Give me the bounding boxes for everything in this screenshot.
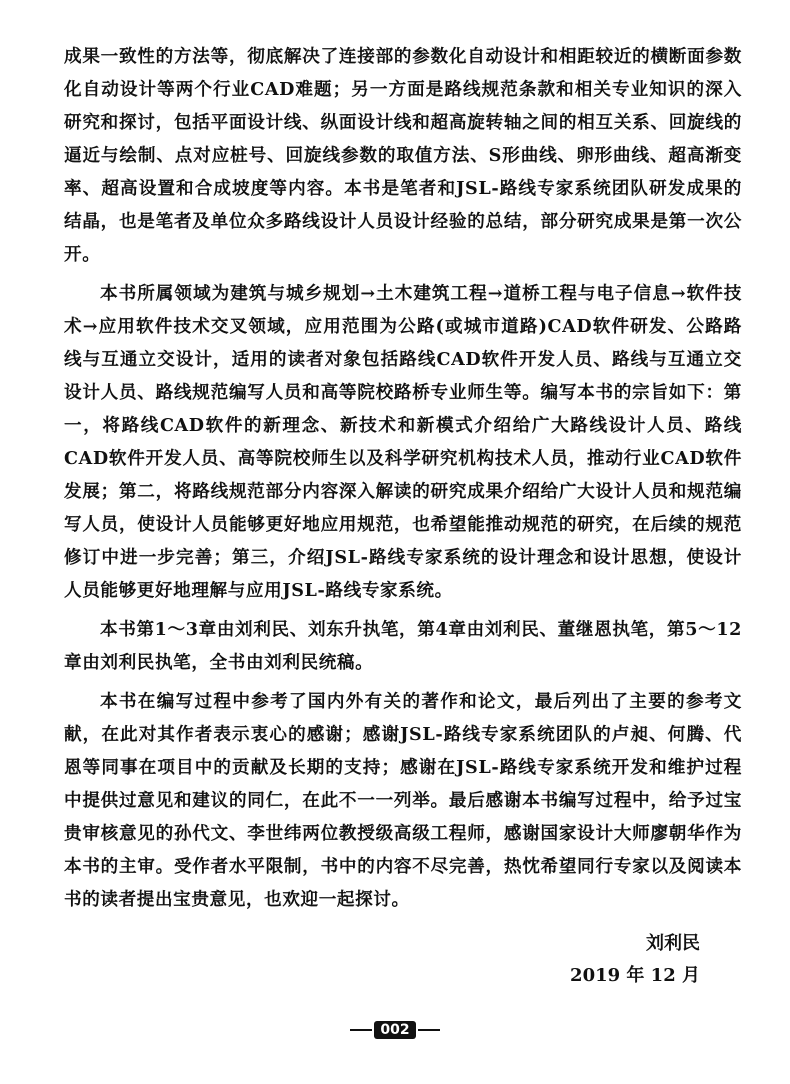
paragraph-4: 本书在编写过程中参考了国内外有关的著作和论文，最后列出了主要的参考文献，在此对其作者表示衷心的感谢；感谢JSL-路线专家系统团队的卢昶、何腾、代恩等同事在项目中的贡献及长期的支持；感谢在JSL-路线专家系统开发和维护过程中提供过意见和建议的同仁，在此不一一列举。最后感谢本书编写过程中，给予过宝贵审核意见的孙代文、李世纬两位教授级高级工程师，感谢国家设计大师廖朝华作为本书的主审。受作者水平限制，书中的内容不尽完善，热忱希望同行专家以及阅读本书的读者提出宝贵意见，也欢迎一起探讨。 bbox=[64, 691, 742, 910]
page-number-rule-left bbox=[350, 1029, 372, 1031]
page-number: 002 bbox=[374, 1021, 415, 1039]
page-footer bbox=[0, 1018, 790, 1042]
page-number-rule-right bbox=[418, 1029, 440, 1031]
paragraph-2: 本书所属领域为建筑与城乡规划→土木建筑工程→道桥工程与电子信息→软件技术→应用软件技术交叉领域，应用范围为公路(或城市道路)CAD软件研发、公路路线与互通立交设计，适用的读者对象包括路线CAD软件开发人员、路线与互通立交设计人员、路线规范编写人员和高等院校路桥专业师生等。编写本书的宗旨如下：第一，将路线CAD软件的新理念、新技术和新模式介绍给广大路线设计人员、路线CAD软件开发人员、高等院校师生以及科学研究机构技术人员，推动行业CAD软件发展；第二，将路线规范部分内容深入解读的研究成果介绍给广大设计人员和规范编写人员，使设计人员能够更好地应用规范，也希望能推动规范的研究，在后续的规范修订中进一步完善；第三，介绍JSL-路线专家系统的设计理念和设计思想，使设计人员能够更好地理解与应用JSL-路线专家系统。 bbox=[64, 283, 742, 601]
author-name: 刘利民 bbox=[646, 933, 700, 954]
signature-block bbox=[570, 928, 700, 992]
preface-body bbox=[64, 40, 742, 922]
signature-date: 2019 年 12 月 bbox=[570, 965, 700, 986]
paragraph-1: 成果一致性的方法等，彻底解决了连接部的参数化自动设计和相距较近的横断面参数化自动设计等两个行业CAD难题；另一方面是路线规范条款和相关专业知识的深入研究和探讨，包括平面设计线、纵面设计线和超高旋转轴之间的相互关系、回旋线的逼近与绘制、点对应桩号、回旋线参数的取值方法、S形曲线、卵形曲线、超高渐变率、超高设置和合成坡度等内容。本书是笔者和JSL-路线专家系统团队研发成果的结晶，也是笔者及单位众多路线设计人员设计经验的总结，部分研究成果是第一次公开。 bbox=[64, 46, 742, 265]
paragraph-3: 本书第1～3章由刘利民、刘东升执笔，第4章由刘利民、董继恩执笔，第5～12章由刘利民执笔，全书由刘利民统稿。 bbox=[64, 619, 742, 673]
